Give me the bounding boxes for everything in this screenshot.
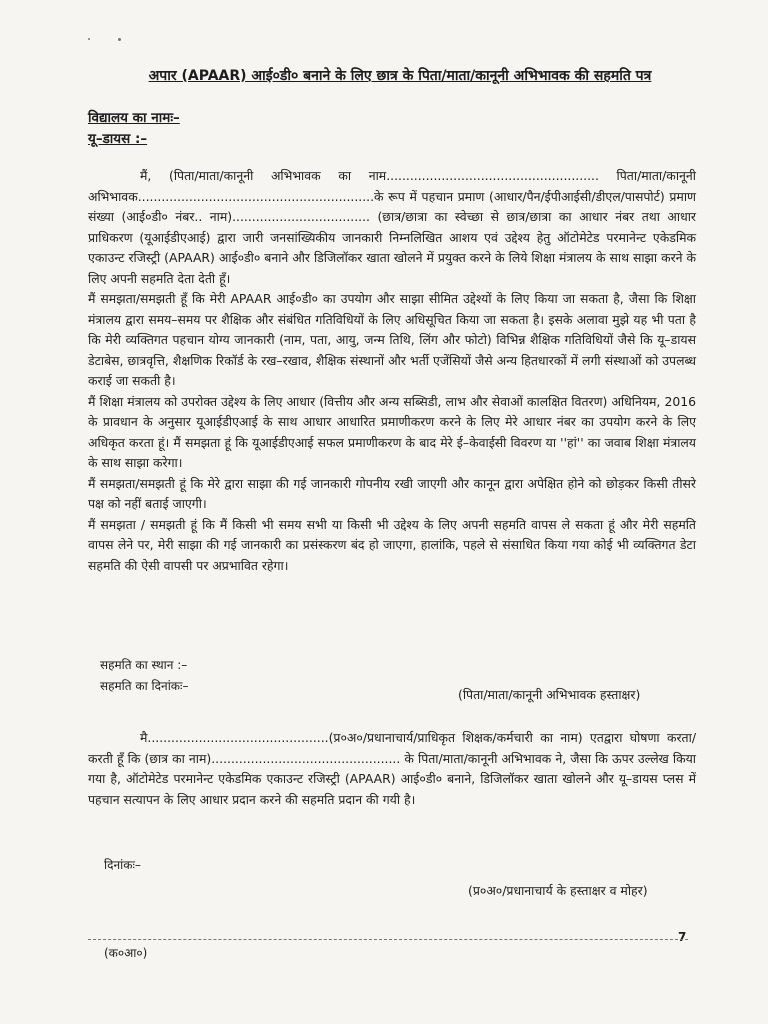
form-title: अपार (APAAR) आई०डी० बनाने के लिए छात्र के पिता/माता/कानूनी अभिभावक की सहमति पत्र [148,68,652,84]
parent-signature-label: (पिता/माता/कानूनी अभिभावक हस्ताक्षर) [458,687,641,702]
date-label: दिनांकः– [104,858,141,872]
page-number: 7 [678,930,687,944]
consent-paragraph: मैं समझता/समझती हूं कि मेरे द्वारा साझा की गई जानकारी गोपनीय रखी जाएगी और कानून द्वारा अपेक्षित होने को छोड़कर किसी तीसरे पक्ष को नहीं बताई जाएगी। [88,475,696,511]
consent-paragraph: मैं समझता/समझती हूँ कि मेरी APAAR आई०डी० का उपयोग और साझा सीमित उद्देश्यों के लिए किया जा सकता है, जैसा कि शिक्षा मंत्रालय द्वारा समय–समय पर शैक्षिक और संबंधित गतिविधियों के लिए अधिसूचित किया जा सकता है। इसके अलावा मुझे यह भी पता है कि मेरी व्यक्तिगत पहचान योग्य जानकारी (नाम, पता, आयु, जन्म तिथि, लिंग और फोटो) विभिन्न शैक्षिक गतिविधियों जैसे कि यू–डायस डेटाबेस, छात्रवृत्ति, शैक्षणिक रिकॉर्ड के रख–रखाव, शैक्षिक संस्थानों और भर्ती एजेंसियों जैसे अन्य हितधारकों में लगी संस्थाओं को उपलब्ध कराई जा सकती है। [88,291,696,388]
scan-speck [118,38,121,41]
consent-paragraph: मैं समझता / समझती हूं कि मैं किसी भी समय सभी या किसी भी उद्देश्य के लिए अपनी सहमति वापस ले सकता हूं और मेरी सहमति वापस लेने पर, मेरी साझा की गई जानकारी का प्रसंस्करण बंद हो जाएगा, हालांकि, पहले से संसाधित किया गया कोई भी व्यक्तिगत डेटा सहमति की ऐसी वापसी पर अप्रभावित रहेगा। [88,516,696,573]
scan-speck [88,38,90,40]
declaration-paragraph: मै..............................................(प्र०अ०/प्रधानाचार्य/प्राधिकृत शिक्षक/कर्मचारी का नाम) एतद्वारा घोषणा करता/करती हूँ कि (छात्र का नाम)................................................ के पिता/माता/कानूनी अभिभावक ने, जैसा कि ऊपर उल्लेख किया गया है, ऑटोमेटेड परमानेन्ट एकेडमिक एकाउन्ट रजिस्ट्री (APAAR) आई०डी० बनाने, डिजिलॉकर खाता खोलने और यू–डायस प्लस में पहचान सत्यापन के लिए आधार प्रदान करने की सहमति प्रदान की गयी है। [88,730,696,807]
footer-divider [88,939,688,940]
principal-signature-label: (प्र०अ०/प्रधानाचार्य के हस्ताक्षर व मोहर) [468,883,648,898]
school-name-label: विद्यालय का नामः– [88,110,180,126]
consent-date-label: सहमति का दिनांकः– [100,679,189,693]
consent-paragraph: मैं शिक्षा मंत्रालय को उपरोक्त उद्देश्य के लिए आधार (वित्तीय और अन्य सब्सिडी, लाभ और सेवाओं कालक्षित वितरण) अधिनियम, 2016 के प्रावधान के अनुसार यूआईडीएआई के साथ आधार आधारित प्रमाणीकरण करने के लिए मेरे आधार नंबर का उपयोग करने के लिए अधिकृत करता हूं। मैं समझता हूं कि यूआईडीएआई सफल प्रमाणीकरण के बाद मेरे ई–केवाईसी विवरण या ''हां'' का जवाब शिक्षा मंत्रालय के साथ साझा करेगा। [88,393,696,470]
consent-body [88,166,696,576]
declaration-body [88,728,696,810]
footer-code: (क०आ०) [104,946,148,960]
consent-paragraph: मैं, (पिता/माता/कानूनी अभिभावक का नाम...................................................... पिता/माता/कानूनी अभिभावक............................................................के रूप में पहचान प्रमाण (आधार/पैन/ईपीआईसी/डीएल/पासपोर्ट) प्रमाण संख्या (आई०डी० नंबर.. नाम)................................... (छात्र/छात्रा का स्वेच्छा से छात्र/छात्रा का आधार नंबर तथा आधार प्राधिकरण (यूआईडीएआई) द्वारा जारी जनसांख्यिकीय जानकारी निम्नलिखित आशय एवं उद्देश्य हेतु ऑटोमेटेड परमानेन्ट एकेडमिक एकाउन्ट रजिस्ट्री (APAAR) आई०डी० बनाने और डिजिलॉकर खाता खोलने में प्रयुक्त करने के लिये शिक्षा मंत्रालय के साथ साझा करने के लिए अपनी सहमति देता देती हूँ। [88,168,696,286]
consent-place-label: सहमति का स्थान :– [100,658,188,672]
udise-label: यू–डायस :– [88,131,148,147]
